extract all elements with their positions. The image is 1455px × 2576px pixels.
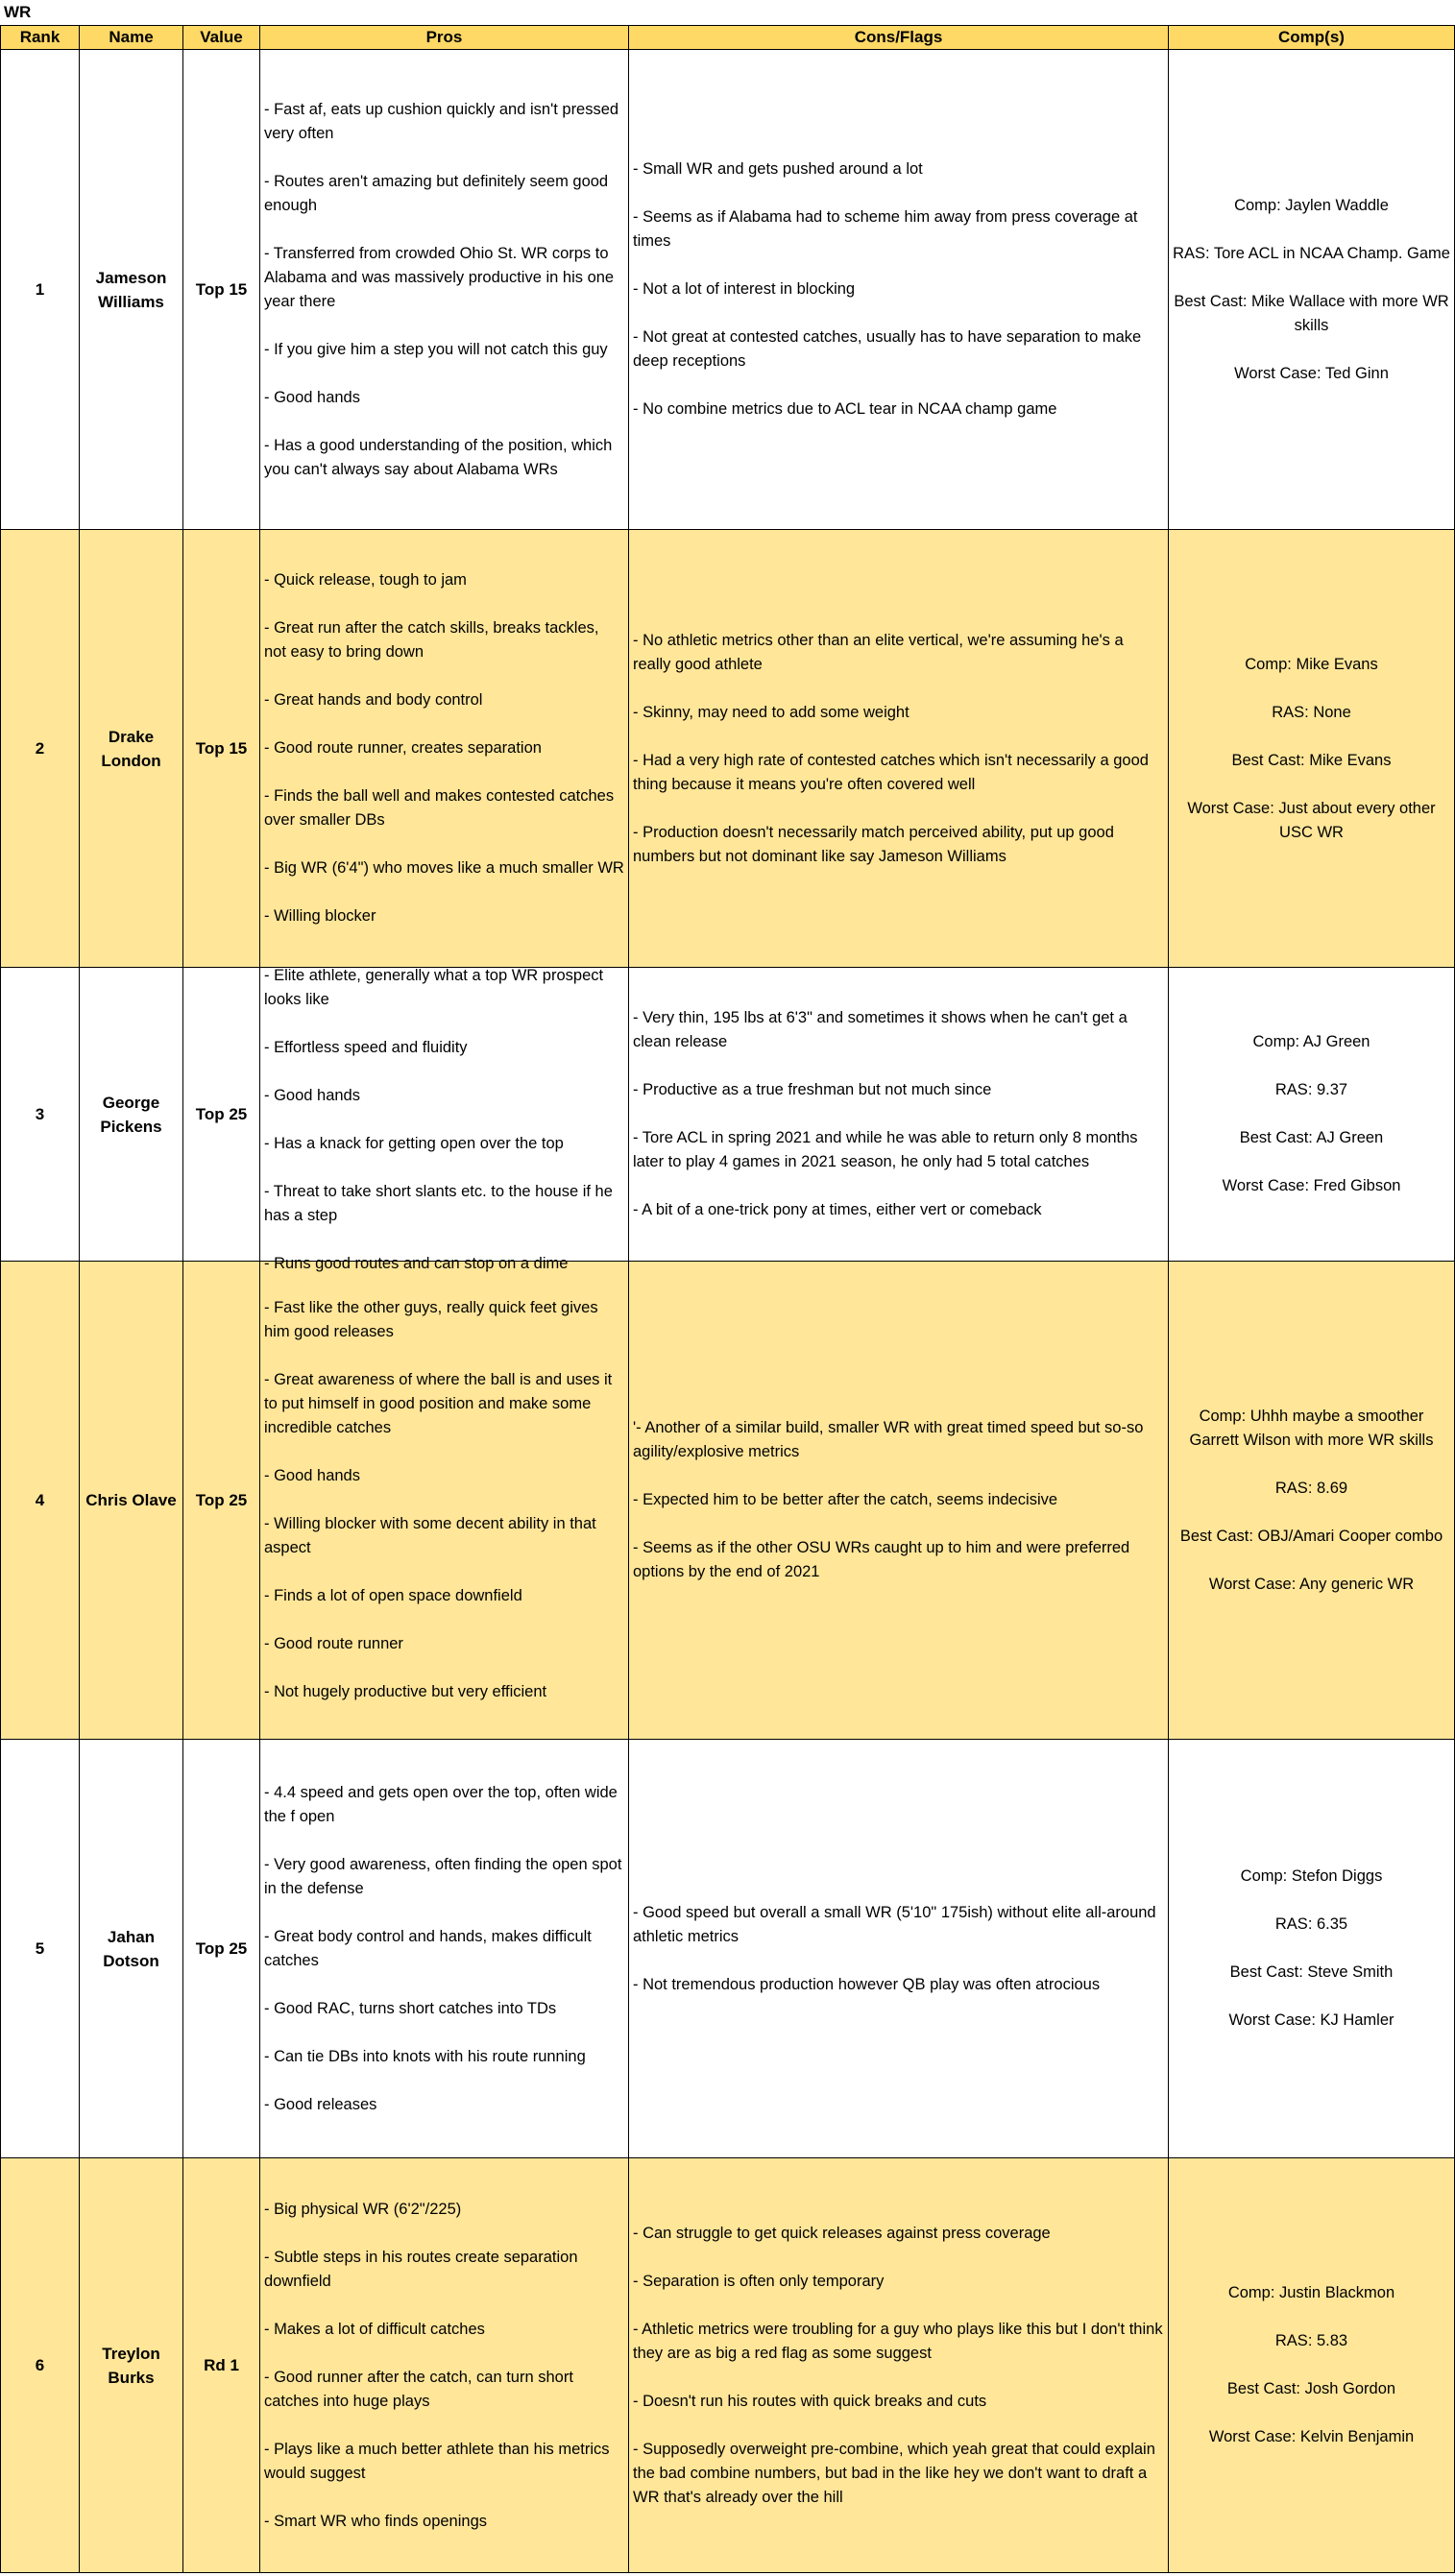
sheet-title: WR [4, 3, 32, 21]
pro-item: - Finds the ball well and makes contested catches over smaller DBs [264, 787, 615, 829]
pro-item: - Finds a lot of open space downfield [264, 1587, 522, 1604]
pros-cell[interactable] [260, 1262, 629, 1740]
comp-item: RAS: Tore ACL in NCAA Champ. Game [1173, 244, 1450, 262]
pro-item: - Plays like a much better athlete than his metrics would suggest [264, 2440, 610, 2482]
wr-rankings-table [0, 25, 1455, 2573]
cons-cell[interactable] [629, 1262, 1169, 1740]
comp-item: Worst Case: Any generic WR [1208, 1575, 1415, 1593]
value-cell[interactable]: Top 15 [183, 50, 260, 530]
player-name-cell[interactable]: Jahan Dotson [80, 1740, 183, 2158]
pro-item: - Good releases [264, 2095, 377, 2113]
comp-item: Comp: Uhhh maybe a smoother Garrett Wilson with more WR skills [1189, 1407, 1434, 1449]
comps-cell[interactable] [1169, 50, 1455, 530]
cons-cell[interactable] [629, 530, 1169, 968]
pro-item: - Transferred from crowded Ohio St. WR corps to Alabama and was massively productive in his one year there [264, 244, 615, 310]
comp-item: RAS: 8.69 [1274, 1479, 1348, 1497]
comps-cell[interactable] [1169, 1262, 1455, 1740]
player-name-cell[interactable]: Chris Olave [80, 1262, 183, 1740]
value-cell[interactable]: Rd 1 [183, 2158, 260, 2573]
comp-item: Best Cast: Steve Smith [1229, 1963, 1394, 1981]
pro-item: - Fast like the other guys, really quick feet gives him good releases [264, 1299, 598, 1340]
comp-item: Best Cast: Mike Wallace with more WR skills [1174, 292, 1449, 334]
comp-item: Comp: Jaylen Waddle [1234, 196, 1389, 214]
rank-cell[interactable]: 4 [1, 1262, 80, 1740]
con-item: - Skinny, may need to add some weight [633, 703, 909, 721]
pros-cell[interactable] [260, 530, 629, 968]
comps-cell[interactable] [1169, 968, 1455, 1262]
con-item: - Supposedly overweight pre-combine, which yeah great that could explain the bad combine numbers, but bad in the like hey we don't want to draft a WR that's already over the hill [633, 2440, 1155, 2506]
con-item: - Very thin, 195 lbs at 6'3" and sometimes it shows when he can't get a clean release [633, 1009, 1128, 1050]
player-name-cell[interactable]: George Pickens [80, 968, 183, 1262]
header-comps[interactable]: Comp(s) [1169, 26, 1455, 50]
con-item: - Had a very high rate of contested catches which isn't necessarily a good thing because it means you're often covered well [633, 751, 1149, 793]
cons-cell[interactable] [629, 50, 1169, 530]
header-cons[interactable]: Cons/Flags [629, 26, 1169, 50]
table-row [1, 1740, 1455, 2158]
player-name-cell[interactable]: Drake London [80, 530, 183, 968]
rank-cell[interactable]: 2 [1, 530, 80, 968]
comp-item: Comp: AJ Green [1252, 1033, 1370, 1050]
con-item: - No athletic metrics other than an elite vertical, we're assuming he's a really good athlete [633, 631, 1124, 673]
table-row [1, 50, 1455, 530]
pro-item: - Routes aren't amazing but definitely seem good enough [264, 172, 609, 214]
con-item: - A bit of a one-trick pony at times, either vert or comeback [633, 1201, 1042, 1218]
comps-cell[interactable] [1169, 1740, 1455, 2158]
pro-item: - Quick release, tough to jam [264, 571, 467, 589]
comp-item: Best Cast: Josh Gordon [1226, 2380, 1396, 2397]
comp-item: Best Cast: Mike Evans [1231, 751, 1392, 769]
con-item: - Not a lot of interest in blocking [633, 280, 856, 298]
pro-item: - Great run after the catch skills, breaks tackles, not easy to bring down [264, 619, 599, 661]
comp-item: Worst Case: Kelvin Benjamin [1208, 2428, 1415, 2445]
pro-item: - Makes a lot of difficult catches [264, 2320, 485, 2338]
con-item: - Doesn't run his routes with quick breaks and cuts [633, 2392, 987, 2410]
rank-cell[interactable]: 1 [1, 50, 80, 530]
comp-item: Worst Case: Fred Gibson [1222, 1177, 1401, 1194]
con-item: - Production doesn't necessarily match perceived ability, put up good numbers but not dominant like say Jameson Williams [633, 823, 1114, 865]
table-row [1, 968, 1455, 1262]
table-row [1, 530, 1455, 968]
pro-item: - Good runner after the catch, can turn short catches into huge plays [264, 2368, 573, 2410]
con-item: - Seems as if Alabama had to scheme him away from press coverage at times [633, 208, 1138, 250]
comps-cell[interactable] [1169, 530, 1455, 968]
cons-cell[interactable] [629, 968, 1169, 1262]
header-name[interactable]: Name [80, 26, 183, 50]
con-item: - Not great at contested catches, usually has to have separation to make deep receptions [633, 328, 1142, 370]
value-cell[interactable]: Top 25 [183, 1740, 260, 2158]
cons-cell[interactable] [629, 2158, 1169, 2573]
comp-item: Comp: Justin Blackmon [1227, 2284, 1395, 2301]
comp-item: Comp: Stefon Diggs [1240, 1867, 1383, 1885]
pro-item: - Has a knack for getting open over the top [264, 1134, 564, 1152]
table-row [1, 2158, 1455, 2573]
header-row [1, 26, 1455, 50]
pro-item: - Willing blocker with some decent ability in that aspect [264, 1515, 596, 1556]
comp-item: Best Cast: OBJ/Amari Cooper combo [1179, 1527, 1443, 1545]
pros-cell[interactable] [260, 1740, 629, 2158]
comps-cell[interactable] [1169, 2158, 1455, 2573]
rank-cell[interactable]: 5 [1, 1740, 80, 2158]
pro-item: - Great hands and body control [264, 691, 483, 709]
pro-item: - Effortless speed and fluidity [264, 1038, 468, 1056]
player-name-cell[interactable]: Jameson Williams [80, 50, 183, 530]
pros-cell[interactable] [260, 2158, 629, 2573]
con-item: - Athletic metrics were troubling for a guy who plays like this but I don't think they are as big a red flag as some suggest [633, 2320, 1163, 2362]
pro-item: - Smart WR who finds openings [264, 2512, 488, 2530]
pro-item: - Not hugely productive but very efficient [264, 1683, 547, 1700]
con-item: - Expected him to be better after the catch, seems indecisive [633, 1491, 1058, 1508]
table-row [1, 1262, 1455, 1740]
con-item: - Tore ACL in spring 2021 and while he was able to return only 8 months later to play 4 games in 2021 season, he only had 5 total catches [633, 1129, 1138, 1170]
pro-item: - Great body control and hands, makes difficult catches [264, 1927, 592, 1969]
pro-item: - Great awareness of where the ball is and uses it to put himself in good position and make some incredible catches [264, 1371, 613, 1436]
comp-item: Comp: Mike Evans [1245, 655, 1378, 673]
pro-item: - Willing blocker [264, 907, 376, 925]
con-item: - Good speed but overall a small WR (5'10" 175ish) without elite all-around athletic metrics [633, 1903, 1156, 1945]
value-cell[interactable]: Top 25 [183, 968, 260, 1262]
pro-item: - Big WR (6'4") who moves like a much smaller WR [264, 859, 624, 877]
comp-item: Best Cast: AJ Green [1239, 1129, 1384, 1146]
con-item: - Productive as a true freshman but not much since [633, 1081, 992, 1098]
comp-item: RAS: 6.35 [1274, 1915, 1348, 1933]
pro-item: - Good RAC, turns short catches into TDs [264, 1999, 557, 2017]
pro-item: - 4.4 speed and gets open over the top, often wide the f open [264, 1783, 618, 1825]
comp-item: RAS: 9.37 [1274, 1081, 1348, 1098]
header-rank[interactable]: Rank [1, 26, 80, 50]
player-name-cell[interactable]: Treylon Burks [80, 2158, 183, 2573]
rank-cell[interactable]: 6 [1, 2158, 80, 2573]
comp-item: Worst Case: KJ Hamler [1228, 2011, 1394, 2029]
pros-cell[interactable] [260, 966, 629, 1272]
con-item: - No combine metrics due to ACL tear in NCAA champ game [633, 400, 1057, 418]
con-item: - Small WR and gets pushed around a lot [633, 160, 923, 178]
comp-item: Worst Case: Ted Ginn [1234, 364, 1389, 382]
pro-item: - Big physical WR (6'2"/225) [264, 2200, 462, 2218]
pro-item: - Very good awareness, often finding the open spot in the defense [264, 1855, 622, 1897]
con-item: - Can struggle to get quick releases against press coverage [633, 2224, 1051, 2242]
pro-item: - Has a good understanding of the position, which you can't always say about Alabama WRs [264, 436, 613, 478]
pro-item: - Elite athlete, generally what a top WR prospect looks like [264, 966, 604, 1008]
pro-item: - Threat to take short slants etc. to the house if he has a step [264, 1182, 613, 1224]
value-cell[interactable]: Top 15 [183, 530, 260, 968]
pro-item: - Good route runner [264, 1635, 403, 1652]
pro-item: - Subtle steps in his routes create separation downfield [264, 2248, 578, 2290]
comp-item: RAS: 5.83 [1274, 2332, 1348, 2349]
con-item: '- Another of a similar build, smaller WR with great timed speed but so-so agility/explosive metrics [633, 1419, 1144, 1460]
con-item: - Separation is often only temporary [633, 2272, 885, 2290]
pro-item: - Can tie DBs into knots with his route running [264, 2047, 586, 2065]
pro-item: - Good route runner, creates separation [264, 739, 542, 757]
rank-cell[interactable]: 3 [1, 968, 80, 1262]
pro-item: - Good hands [264, 388, 360, 406]
pro-item: - If you give him a step you will not catch this guy [264, 340, 608, 358]
header-value[interactable]: Value [183, 26, 260, 50]
pros-cell[interactable] [260, 50, 629, 530]
con-item: - Seems as if the other OSU WRs caught up to him and were preferred options by the end of 2021 [633, 1539, 1130, 1580]
comp-item: RAS: None [1272, 703, 1351, 721]
header-pros[interactable]: Pros [260, 26, 629, 50]
con-item: - Not tremendous production however QB play was often atrocious [633, 1975, 1101, 1993]
pro-item: - Fast af, eats up cushion quickly and isn't pressed very often [264, 100, 619, 142]
comp-item: Worst Case: Just about every other USC WR [1187, 799, 1436, 841]
pro-item: - Good hands [264, 1467, 360, 1484]
pro-item: - Good hands [264, 1086, 360, 1104]
cons-cell[interactable] [629, 1740, 1169, 2158]
value-cell[interactable]: Top 25 [183, 1262, 260, 1740]
pro-item: - Runs good routes and can stop on a dime [264, 1254, 569, 1272]
